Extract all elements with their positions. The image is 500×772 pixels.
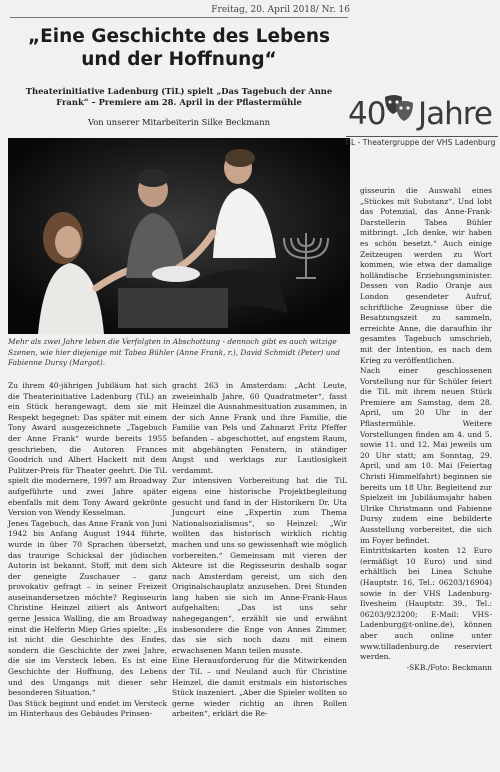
logo-subtitle: TiL - Theatergruppe der VHS Ladenburg: [344, 138, 496, 147]
paragraph: Jenes Tagebuch, das Anne Frank von Juni 1942 bis Anfang August 1944 führte, wurde in über 70 Sprachen übersetzt, das traurige Schicksal der jüdischen Autorin ist bekannt. Stoff, mit dem sich der geneigte Zuschauer – ganz provokativ gefragt – in seiner Freizeit auseinandersetzen möchte? Regisseurin Christine Heinzel zitiert als Antwort gerne Jessica Walling, die am Broadway einst die Helferin Miep Gries spielte: „Es ist nicht die Geschichte des Endes, sondern die Geschichte der zwei Jahre, die sie im Versteck leben. Es ist eine Geschichte der Hoffnung, des Lebens und des Umgangs mit dieser sehr besonderen Situation.“: [8, 518, 167, 698]
logo-word: Jahre: [418, 96, 492, 132]
paragraph: Eintrittskarten kosten 12 Euro (ermäßigt 10 Euro) und sind erhältlich bei Linea Schuhe (Hauptstr. 16, Tel.: 06203/16904) sowie in der VHS Ladenburg-Ilvesheim (Hauptstr. 39., Tel.: 06203/923200; E-Mail: VHS-Ladenburg@t-online.de), können aber auch online unter www.tilladenburg.de reserviert werden.: [360, 546, 492, 662]
photo-caption: Mehr als zwei Jahre leben die Verfolgten in Abschottung - dennoch gibt es auch witzige Szenen, wie hier diejenige mit Tabea Bühler (Anne Frank, r.), David Schmidt (Peter) und Fabienne Dursy (Margot).: [8, 337, 341, 367]
article-byline: Von unserer Mitarbeiterin Silke Beckmann: [87, 117, 271, 127]
theater-masks-icon: [382, 92, 416, 130]
article-column-1: [8, 381, 167, 720]
author-signature: -SKB./Foto: Beckmann: [406, 662, 492, 672]
stage-photo: [8, 138, 350, 334]
paragraph: Zur intensiven Vorbereitung hat die TiL eigens eine historische Projektbegleitung gesucht und fand in der Historikern Dr. Uta Jungcurt eine „Expertin zum Thema Nationalsozialismus“, so Heinzel: „Wir wollten das historisch wirklich richtig machen und uns so gewissenhaft wie möglich vorbereiten.“ Gemeinsam mit vieren der Akteure ist die Regisseurin deshalb sogar nach Amsterdam gereist, um sich den Originalschauplatz anzusehen. Drei Stunden lang haben sie sich im Anne-Frank-Haus aufgehalten: „Das ist uns sehr nahegegangen“, erzählt sie und erwähnt insbesondere die Enge von Annes Zimmer, das sie sich noch dazu mit einem erwachsenen Mann teilen musste.: [172, 476, 347, 655]
anniversary-logo: [340, 88, 500, 158]
article-subhead: Theaterinitiative Ladenburg (TiL) spielt „Das Tagebuch der Anne Frank“ – Premiere am 28. April in der Pflastermühle: [25, 86, 333, 107]
logo-rule: [346, 136, 498, 137]
header-rule: [10, 17, 348, 18]
article-headline: „Eine Geschichte des Lebens und der Hoffnung“: [27, 26, 331, 70]
paragraph: Eine Herausforderung für die Mitwirkenden der TiL – und Neuland auch für Christine Heinzel, die damit erstmals ein historisches Stück inszeniert. „Aber die Spieler wollten so gerne wieder richtig an ihren Rollen arbeiten“, erklärt die Re-: [172, 656, 347, 719]
article-column-2: [172, 381, 347, 720]
issue-dateline: Freitag, 20. April 2018/ Nr. 16: [211, 5, 350, 15]
paragraph: gisseurin die Auswahl eines „Stückes mit Substanz“. Und lobt das Potenzial, das Anne-Frank-Darstellerin Tabea Bühler mitbringt. „Ich denke, wir haben es schön besetzt.“ Auch einige Zeitzeugen werden zu Wort kommen, wie etwa der damalige holländische Erziehungsminister. Dessen von Radio Oranje aus London gesendeter Aufruf, schriftliche Zeugnisse über die Besatzungszeit zu sammeln, erreichte Anne, die daraufhin ihr gesamtes Tagebuch umschrieb, mit der Intention, es nach dem Krieg zu veröffentlichen.: [360, 186, 492, 365]
logo-number: 40: [348, 96, 386, 132]
paragraph: Zu ihrem 40-jährigen Jubiläum hat sich die Theaterinitiative Ladenburg (TiL) an ein Stück herangewagt, dem sie mit Respekt begegnet: Das später mit einem Tony Award ausgezeichnete „Tagebuch der Anne Frank“ wurde bereits 1955 geschrieben, die Autoren Frances Goodrich und Albert Hackett mit dem Pulitzer-Preis für Theater geehrt. Die TiL spielt die modernere, 1997 am Broadway aufgeführte und zwei Jahre später ebenfalls mit dem Tony Award gekrönte Version von Wendy Kesselman.: [8, 381, 167, 518]
paragraph: Das Stück beginnt und endet im Versteck im Hinterhaus des Gebäudes Prinsen-: [8, 698, 167, 719]
article-column-3: [360, 186, 492, 673]
paragraph: gracht 263 in Amsterdam: „Acht Leute, zweieinhalb Jahre, 60 Quadratmeter“, fasst Heinzel die Ausnahmesituation zusammen, in der sich Anne Frank und ihre Familie, die Familie van Pels und Zahnarzt Fritz Pfeffer befanden – abgeschottet, auf engstem Raum, mit abgehängten Fenstern, in ständiger Angst und werktags zur Lautlosigkeit verdammt.: [172, 381, 347, 475]
paragraph: Nach einer geschlossenen Vorstellung nur für Schüler feiert die TiL mit ihrem neuen Stück Premiere am Samstag, dem 28. April, um 20 Uhr in der Pflastermühle. Weitere Vorstellungen finden am 4. und 5. sowie 11. und 12. Mai jeweils um 20 Uhr statt; am Sonntag, 29. April, und am 10. Mai (Feiertag Christi Himmelfahrt) beginnen sie bereits um 18 Uhr. Begleitend zur Spielzeit im Jubiläumsjahr haben Ulrike Christmann und Fabienne Dursy zudem eine bebilderte Ausstellung vorbereitet, die sich im Foyer befindet.: [360, 366, 492, 545]
